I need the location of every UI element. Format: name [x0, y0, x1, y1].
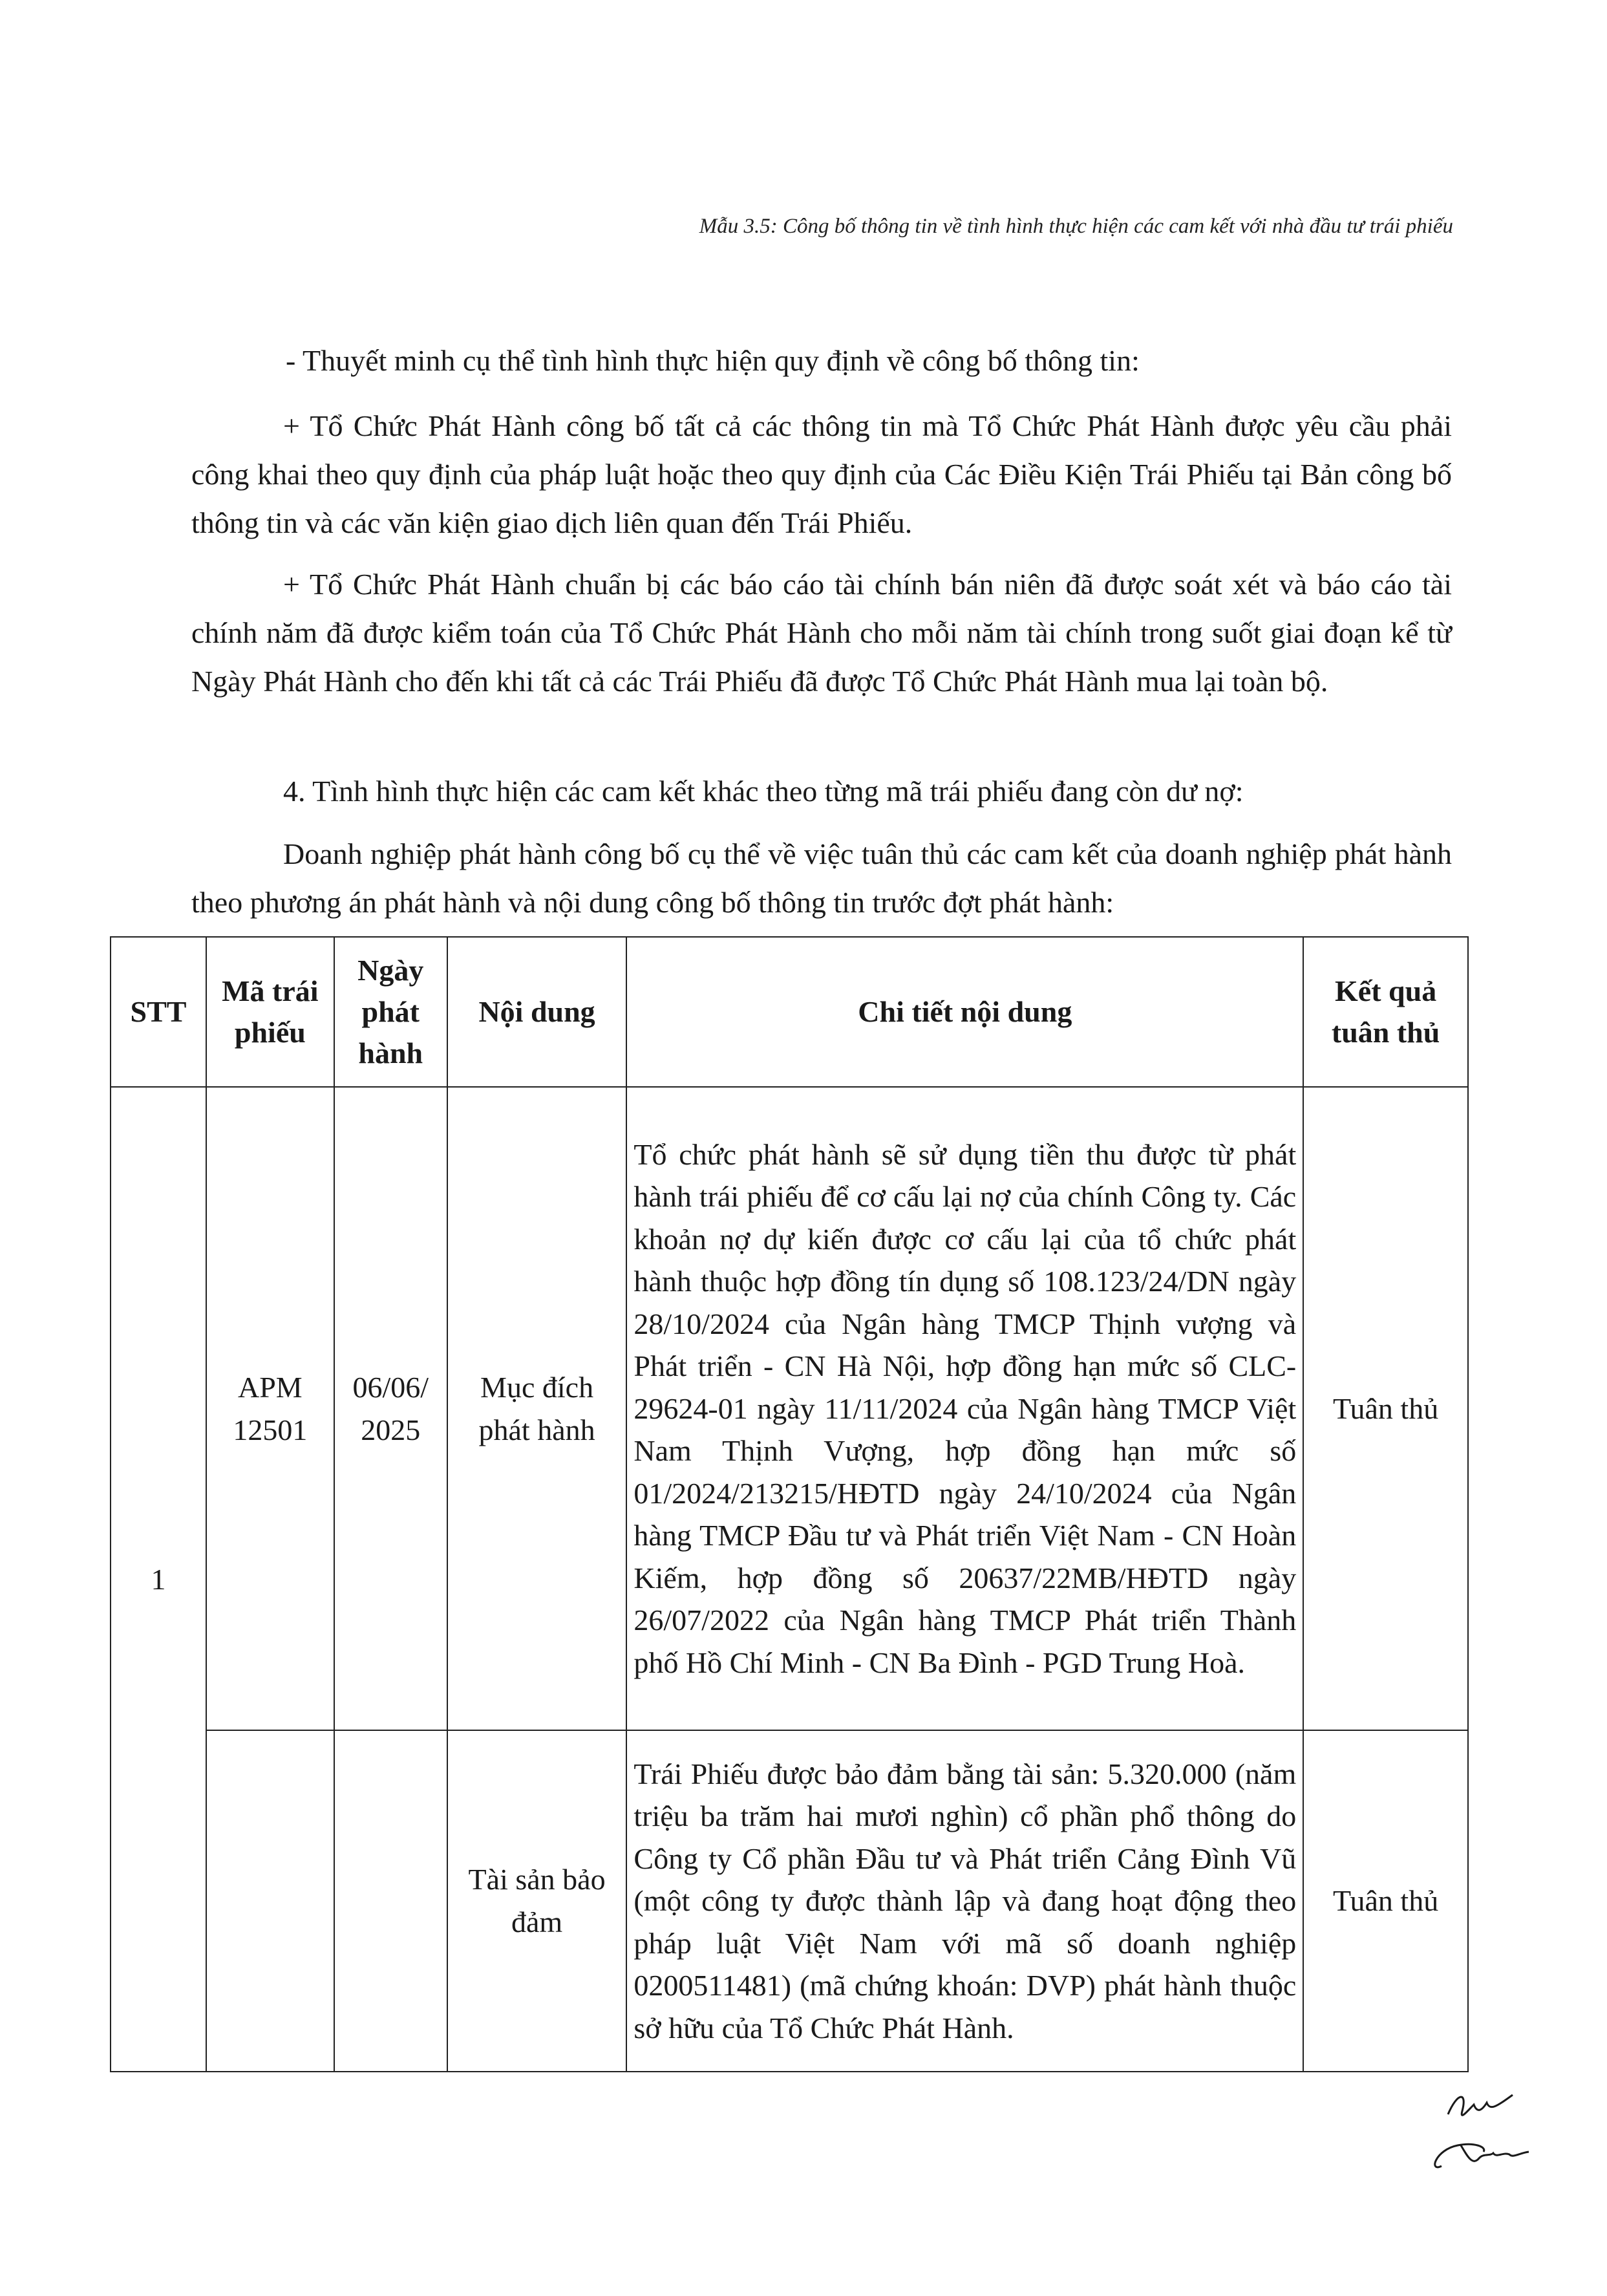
- cell-bond-code: APM12501: [206, 1087, 334, 1730]
- header-stt: STT: [111, 937, 206, 1087]
- section-4-heading: 4. Tình hình thực hiện các cam kết khác theo từng mã trái phiếu đang còn dư nợ:: [283, 775, 1244, 808]
- form-title: Mẫu 3.5: Công bố thông tin về tình hình thực hiện các cam kết với nhà đầu tư trái phiếu: [699, 215, 1453, 238]
- header-content: Nội dung: [447, 937, 627, 1087]
- header-bond-code: Mã trái phiếu: [206, 937, 334, 1087]
- cell-detail-collateral: Trái Phiếu được bảo đảm bằng tài sản: 5.320.000 (năm triệu ba trăm hai mươi nghìn) cổ phần phổ thông do Công ty Cổ phần Đầu tư và Phát triển Cảng Đình Vũ (một công ty được thành lập và đang hoạt động theo pháp luật Việt Nam với mã số doanh nghiệp 0200511481) (mã chứng khoán: DVP) phát hành thuộc sở hữu của Tổ Chức Phát Hành.: [626, 1730, 1303, 2072]
- table-row: [111, 1087, 1468, 1730]
- cell-issue-date-empty: [334, 1730, 447, 2072]
- signature-initials: [1422, 2076, 1538, 2185]
- header-issue-date: Ngày phát hành: [334, 937, 447, 1087]
- cell-issue-date: 06/06/2025: [334, 1087, 447, 1730]
- cell-stt: 1: [111, 1087, 206, 2072]
- cell-content-purpose: Mục đích phát hành: [447, 1087, 627, 1730]
- paragraph-financial-reports: + Tổ Chức Phát Hành chuẩn bị các báo cáo tài chính bán niên đã được soát xét và báo cáo tài chính năm đã được kiểm toán của Tổ Chức Phát Hành cho mỗi năm tài chính trong suốt giai đoạn kể từ Ngày Phát Hành cho đến khi tất cả các Trái Phiếu đã được Tổ Chức Phát Hành mua lại toàn bộ.: [191, 568, 1452, 698]
- cell-result-purpose: Tuân thủ: [1303, 1087, 1468, 1730]
- cell-bond-code-empty: [206, 1730, 334, 2072]
- disclosure-heading: - Thuyết minh cụ thể tình hình thực hiện quy định về công bố thông tin:: [286, 344, 1140, 377]
- paragraph-disclosure-all: + Tổ Chức Phát Hành công bố tất cả các thông tin mà Tổ Chức Phát Hành được yêu cầu phải công khai theo quy định của pháp luật hoặc theo quy định của Các Điều Kiện Trái Phiếu tại Bản công bố thông tin và các văn kiện giao dịch liên quan đến Trái Phiếu.: [191, 409, 1452, 539]
- cell-result-collateral: Tuân thủ: [1303, 1730, 1468, 2072]
- header-compliance-result: Kết quả tuân thủ: [1303, 937, 1468, 1087]
- cell-content-collateral: Tài sản bảo đảm: [447, 1730, 627, 2072]
- paragraph-compliance-intro: Doanh nghiệp phát hành công bố cụ thể về việc tuân thủ các cam kết của doanh nghiệp phát hành theo phương án phát hành và nội dung công bố thông tin trước đợt phát hành:: [191, 837, 1452, 919]
- table-row: [111, 1730, 1468, 2072]
- cell-detail-purpose: Tổ chức phát hành sẽ sử dụng tiền thu được từ phát hành trái phiếu để cơ cấu lại nợ của chính Công ty. Các khoản nợ dự kiến được cơ cấu lại của tổ chức phát hành thuộc hợp đồng tín dụng số 108.123/24/DN ngày 28/10/2024 của Ngân hàng TMCP Thịnh vượng và Phát triển - CN Hà Nội, hợp đồng hạn mức số CLC- 29624-01 ngày 11/11/2024 của Ngân hàng TMCP Việt Nam Thịnh Vượng, hợp đồng hạn mức số 01/2024/213215/HĐTD ngày 24/10/2024 của Ngân hàng TMCP Đầu tư và Phát triển Việt Nam - CN Hoàn Kiếm, hợp đồng số 20637/22MB/HĐTD ngày 26/07/2022 của Ngân hàng TMCP Phát triển Thành phố Hồ Chí Minh - CN Ba Đình - PGD Trung Hoà.: [626, 1087, 1303, 1730]
- compliance-table: [110, 936, 1469, 2072]
- table-header-row: [111, 937, 1468, 1087]
- header-detail: Chi tiết nội dung: [626, 937, 1303, 1087]
